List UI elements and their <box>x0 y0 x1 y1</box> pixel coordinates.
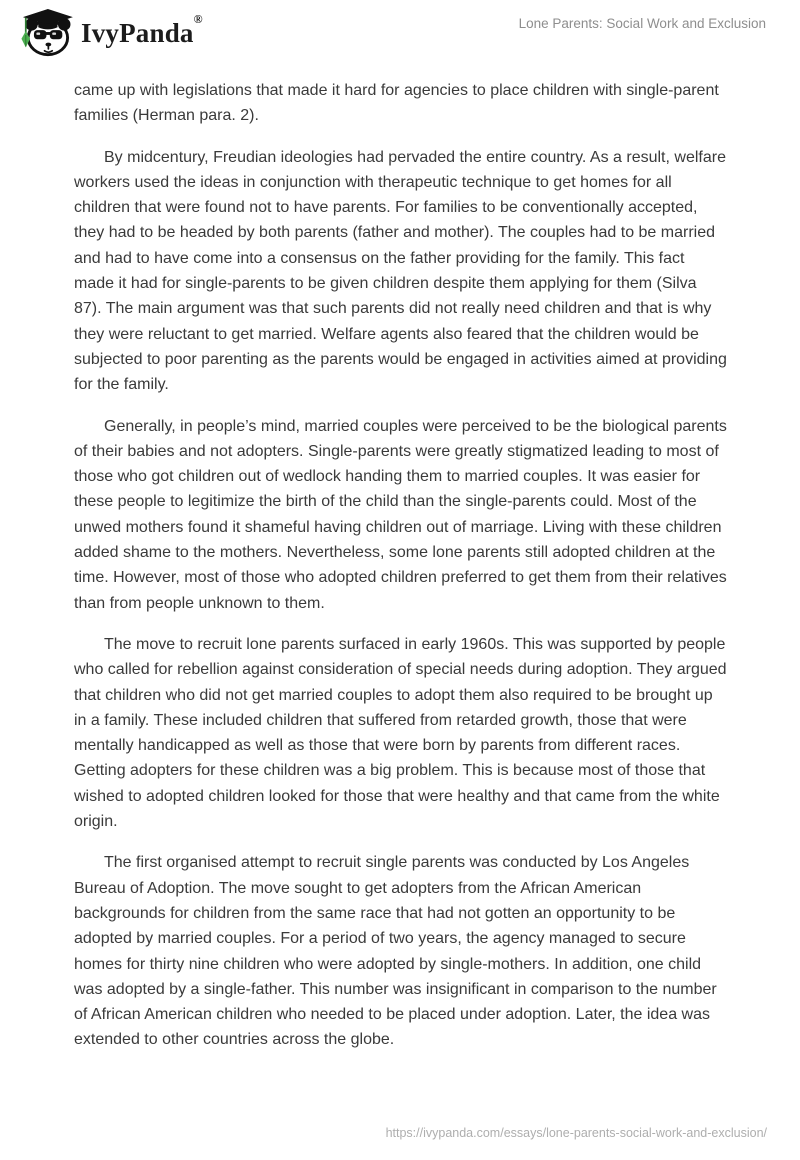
brand-wordmark: IvyPanda® <box>81 11 203 48</box>
panda-graduation-cap-icon <box>16 8 74 58</box>
page-header <box>0 0 800 62</box>
document-title: Lone Parents: Social Work and Exclusion <box>518 16 766 31</box>
essay-paragraph: The move to recruit lone parents surfaced in early 1960s. This was supported by people who called for rebellion against consideration of special needs during adoption. They argued that children who did not get married couples to adopt them also required to be brought up in a family. These included children that suffered from retarded growth, those that were mentally handicapped as well as those that were born by parents from different races. Getting adopters for these children was a big problem. This is because most of those that wished to adopted children looked for those that were healthy and that came from the white origin. <box>74 635 727 831</box>
source-url: https://ivypanda.com/essays/lone-parents-social-work-and-exclusion/ <box>385 1126 767 1140</box>
page-footer <box>386 1126 767 1140</box>
essay-paragraph: The first organised attempt to recruit single parents was conducted by Los Angeles Bureau of Adoption. The move sought to get adopters from the African American backgrounds for children from the same race that had not gotten an opportunity to be adopted by married couples. For a period of two years, the agency managed to secure homes for thirty nine children who were adopted by single-mothers. In addition, one child was adopted by a single-father. This number was insignificant in comparison to the number of African American children who needed to be placed under adoption. Later, the idea was extended to other countries across the globe. <box>74 854 717 1049</box>
registered-trademark-symbol: ® <box>193 11 203 26</box>
essay-body <box>74 78 728 1053</box>
essay-paragraph: Generally, in people’s mind, married couples were perceived to be the biological parents of their babies and not adopters. Single-parents were greatly stigmatized leading to most of those who got children out of wedlock handing them to married couples. It was easier for these people to legitimize the birth of the child than the single-parents could. Most of the unwed mothers found it shameful having children out of marriage. Living with these children added shame to the mothers. Nevertheless, some lone parents still adopted children at the time. However, most of those who adopted children preferred to get them from their relatives than from people unknown to them. <box>74 417 727 612</box>
ivypanda-logo[interactable] <box>16 8 203 58</box>
essay-paragraph: came up with legislations that made it hard for agencies to place children with single-parent families (Herman para. 2). <box>74 82 719 125</box>
essay-paragraph: By midcentury, Freudian ideologies had pervaded the entire country. As a result, welfare workers used the ideas in conjunction with therapeutic technique to get homes for all children that were found not to have parents. For families to be conventionally accepted, they had to be headed by both parents (father and mother). The couples had to be married and had to have come into a consensus on the father providing for the family. This fact made it had for single-parents to be given children despite them applying for them (Silva 87). The main argument was that such parents did not really need children and that is why they were reluctant to get married. Welfare agents also feared that the children would be subjected to poor parenting as the parents would be engaged in activities aimed at providing for the family. <box>74 148 727 394</box>
